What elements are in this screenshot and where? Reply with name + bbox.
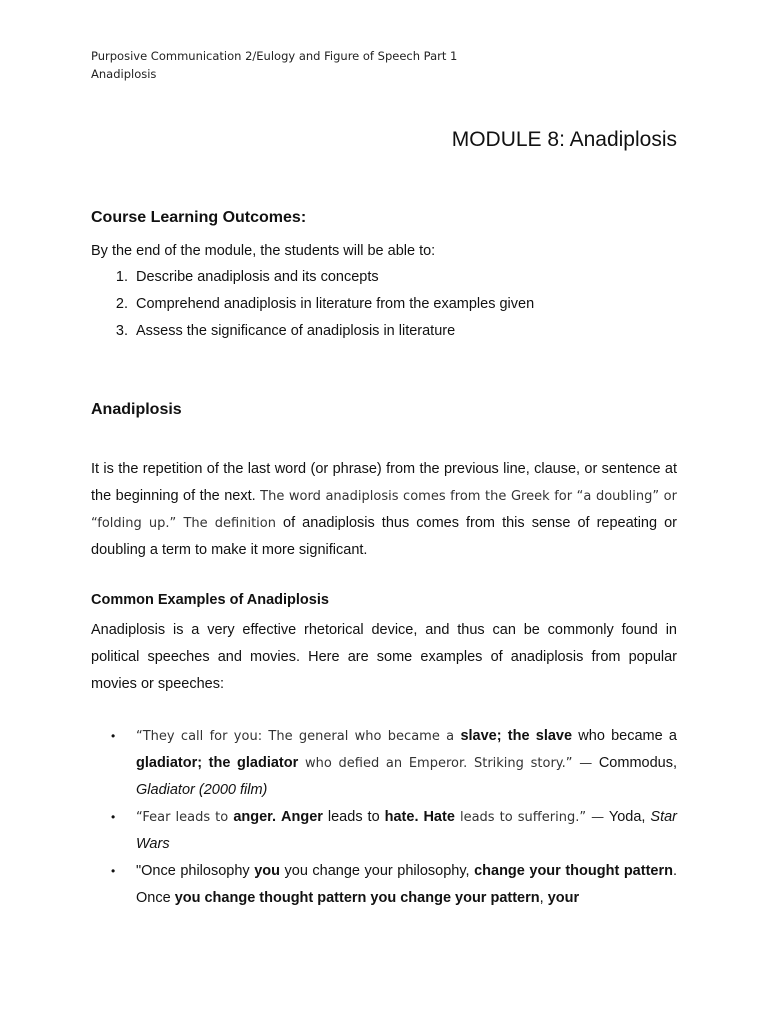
example-item-star-wars — [91, 804, 677, 858]
outcomes-heading: Course Learning Outcomes: — [91, 209, 307, 226]
quote-text: leads to suffering.” — — [454, 810, 605, 825]
common-examples-paragraph: Anadiplosis is a very effective rhetorical device, and thus can be commonly found in political speeches and movies. Here are some examples of anadiplosis from popular movies or speeches: — [91, 622, 677, 692]
emphasis: Anger — [281, 809, 323, 825]
module-title: MODULE 8: Anadiplosis — [451, 128, 677, 151]
quote-text: who defied an Emperor. Striking story.” — — [298, 756, 593, 771]
emphasis: slave; the slave — [460, 728, 573, 744]
attribution: Commodus, — [592, 755, 677, 771]
list-text: Comprehend anadiplosis in literature from the examples given — [136, 296, 535, 312]
source-title: Gladiator (2000 film) — [136, 782, 268, 798]
section-heading-anadiplosis: Anadiplosis — [91, 401, 182, 418]
definition-text-1: It is the repetition of the last word (or phrase) from the previous line, clause, or sentence at the beginning of the next. — [91, 461, 677, 504]
quote-text: . Once — [136, 863, 677, 906]
emphasis: Hate — [423, 809, 455, 825]
emphasis: you change thought pattern you change your pattern — [174, 890, 540, 906]
quote-text: “They call for you: The general who became a — [136, 729, 461, 744]
attribution: Yoda, — [604, 809, 651, 825]
outcomes-intro: By the end of the module, the students will be able to: — [91, 243, 436, 259]
definition-paragraph — [91, 456, 677, 564]
list-item — [91, 321, 534, 348]
header-course-line: Purposive Communication 2/Eulogy and Figure of Speech Part 1 — [91, 49, 458, 63]
list-text: Assess the significance of anadiplosis in literature — [136, 323, 456, 339]
bullet: • — [111, 729, 116, 743]
emphasis: change your thought pattern — [474, 863, 673, 879]
quote-text: "Once philosophy — [136, 863, 255, 879]
emphasis: your — [547, 890, 580, 906]
quote-text: you change your philosophy, — [279, 863, 475, 879]
outcomes-list — [91, 267, 534, 348]
running-header — [91, 47, 457, 83]
quote-text: leads to — [322, 809, 385, 825]
list-number: 1. — [115, 269, 128, 285]
definition-text-3: of anadiplosis thus comes from this sense of repeating or doubling a term to make it more significant. — [91, 515, 677, 558]
list-text: Describe anadiplosis and its concepts — [136, 269, 379, 285]
emphasis: you — [254, 863, 280, 879]
examples-list — [91, 723, 677, 912]
emphasis: hate. — [384, 809, 419, 825]
list-item — [91, 294, 534, 321]
bullet: • — [111, 864, 116, 878]
quote-text: “Fear leads to — [136, 810, 234, 825]
example-item-gladiator — [91, 723, 677, 804]
list-number: 3. — [115, 323, 128, 339]
example-item-philosophy — [91, 858, 677, 912]
quote-text: who became a — [572, 728, 677, 744]
emphasis: gladiator; the gladiator — [136, 755, 299, 771]
emphasis: anger. — [233, 809, 277, 825]
list-number: 2. — [115, 296, 128, 312]
common-examples-heading: Common Examples of Anadiplosis — [91, 592, 329, 608]
bullet: • — [111, 810, 116, 824]
list-item — [91, 267, 534, 294]
source-title: Star Wars — [136, 809, 678, 852]
definition-text-2: The word anadiplosis comes from the Greek for “a doubling” or “folding up.” The definition — [91, 489, 677, 531]
header-topic-line: Anadiplosis — [91, 67, 157, 81]
quote-text: , — [539, 890, 548, 906]
